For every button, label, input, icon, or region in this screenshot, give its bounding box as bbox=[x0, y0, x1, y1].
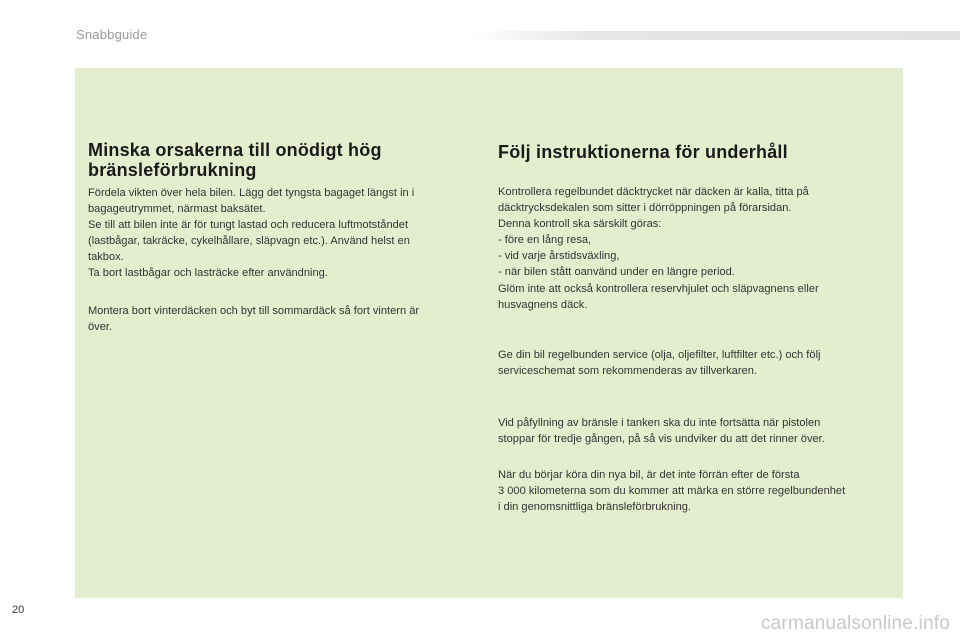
right-paragraph-1: Kontrollera regelbundet däcktrycket när däcken är kalla, titta på däcktrycksdekalen som sitter i dörröppningen på förarsidan. Denna kontroll ska särskilt göras: - före en lång resa, - vid varje årstidsväxling, - när bilen stått oanvänd under en längre period. Glöm inte att också kontrollera reservhjulet och släpvagnens eller husvagnens däck. bbox=[498, 186, 819, 311]
left-paragraph-1: Fördela vikten över hela bilen. Lägg det tyngsta bagaget längst in i bagageutrymmet, närmast baksätet. Se till att bilen inte är för tungt lastad och reducera luftmotståndet (lastbågar, takräcke, cykelhållare, släpvagn etc.). Använd helst en takbox. Ta bort lastbågar och lasträcke efter användning. bbox=[88, 187, 415, 280]
section-label: Snabbguide bbox=[76, 27, 148, 42]
left-heading: Minska orsakerna till onödigt hög bränsleförbrukning bbox=[88, 140, 382, 180]
page-number: 20 bbox=[12, 604, 25, 616]
content-panel bbox=[75, 68, 903, 598]
header-rule bbox=[470, 31, 960, 40]
right-paragraph-4: När du börjar köra din nya bil, är det inte förrän efter de första 3 000 kilometerna som du kommer att märka en större regelbundenhet i din genomsnittliga bränsleförbrukning. bbox=[498, 469, 846, 514]
right-paragraph-3: Vid påfyllning av bränsle i tanken ska du inte fortsätta när pistolen stoppar för tredje gången, på så vis undviker du att det rinner över. bbox=[498, 417, 825, 446]
watermark: carmanualsonline.info bbox=[760, 613, 950, 634]
right-paragraph-2: Ge din bil regelbunden service (olja, oljefilter, luftfilter etc.) och följ serviceschemat som rekommenderas av tillverkaren. bbox=[498, 349, 821, 378]
right-heading: Följ instruktionerna för underhåll bbox=[498, 142, 788, 162]
left-paragraph-2: Montera bort vinterdäcken och byt till sommardäck så fort vintern är över. bbox=[88, 305, 420, 334]
